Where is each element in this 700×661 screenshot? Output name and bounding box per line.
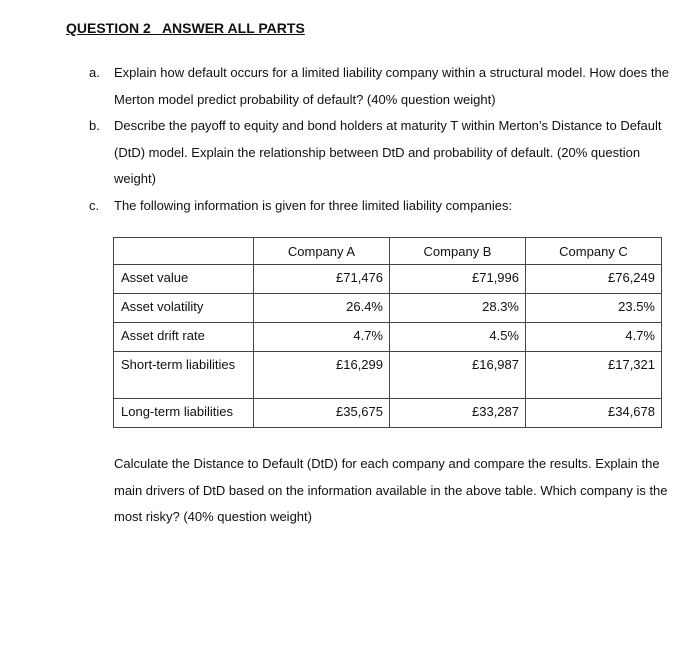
cell-value: £16,987 [390,352,526,399]
question-text: The following information is given for three limited liability companies: [114,197,513,213]
cell-value: £33,287 [390,399,526,428]
cell-value: £17,321 [526,352,662,399]
question-item-c [89,193,679,220]
cell-value: 4.7% [526,323,662,352]
table-row [114,294,662,323]
row-label: Asset drift rate [114,323,254,352]
table-header-company-b: Company B [390,238,526,265]
question-list [89,60,679,219]
question-marker: c. [89,197,100,213]
question-text: Describe the payoff to equity and bond holders at maturity T within Merton’s Distance to Default (DtD) model. Explain the relationship between DtD and probability of default. (20% question weight) [114,118,662,186]
table-row [114,323,662,352]
cell-value: £76,249 [526,265,662,294]
calculation-instructions: Calculate the Distance to Default (DtD) for each company and compare the results. Explain the main drivers of DtD based on the information available in the above table. Which company is the most risky? (40% question weight) [114,456,668,524]
cell-value: 23.5% [526,294,662,323]
cell-value: 4.7% [254,323,390,352]
cell-value: £16,299 [254,352,390,399]
cell-value: 26.4% [254,294,390,323]
question-marker: b. [89,118,100,133]
question-text: Explain how default occurs for a limited liability company within a structural model. How does the Merton model predict probability of default? (40% question weight) [114,65,669,107]
question-item-b [89,113,679,193]
table-header-empty [114,238,254,265]
row-label: Asset value [114,265,254,294]
table-header-company-a: Company A [254,238,390,265]
cell-value: £71,476 [254,265,390,294]
cell-value: £35,675 [254,399,390,428]
company-data-table-wrapper [113,237,662,428]
cell-value: £71,996 [390,265,526,294]
table-header-company-c: Company C [526,238,662,265]
cell-value: 4.5% [390,323,526,352]
question-marker: a. [89,65,100,80]
table-row [114,265,662,294]
row-label: Short-term liabilities [114,352,254,399]
row-label: Asset volatility [114,294,254,323]
row-label: Long-term liabilities [114,399,254,428]
cell-value: 28.3% [390,294,526,323]
table-row [114,399,662,428]
table-row [114,352,662,399]
question-item-a [89,60,679,113]
company-data-table [113,237,662,428]
table-header-row [114,238,662,265]
question-heading: QUESTION 2 ANSWER ALL PARTS [66,20,305,36]
cell-value: £34,678 [526,399,662,428]
